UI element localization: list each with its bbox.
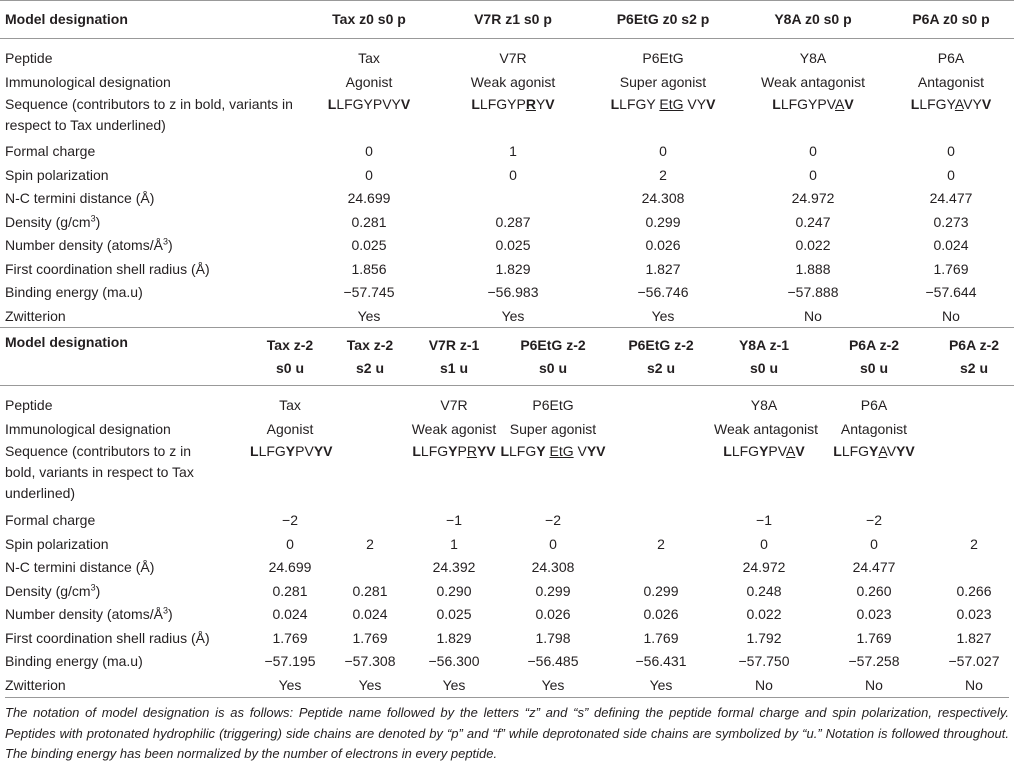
cell — [608, 556, 714, 580]
cell: Agonist — [345, 73, 393, 90]
cell: 1.888 — [795, 260, 831, 277]
cell: −57.750 — [738, 653, 790, 669]
cell: 2 — [657, 535, 665, 552]
density-sup: 3 — [90, 212, 96, 223]
header-col: P6EtG z0 s2 p — [588, 1, 738, 39]
table-row — [0, 394, 1014, 418]
cell: Weak agonist — [411, 420, 497, 437]
cell: −57.308 — [344, 653, 396, 669]
cell: No — [804, 307, 822, 324]
header-col: Tax z0 s0 p — [300, 1, 438, 39]
number-density-sup: 3 — [162, 605, 168, 616]
cell: No — [965, 676, 983, 693]
table-top — [0, 0, 1014, 328]
density-sup: 3 — [90, 581, 96, 592]
cell: −2 — [866, 512, 882, 528]
cell: −56.746 — [637, 284, 689, 300]
cell: Weak antagonist — [714, 420, 819, 437]
table-row — [0, 187, 1014, 211]
cell: 1.827 — [956, 629, 992, 646]
cell: 0.299 — [643, 582, 679, 599]
cell: No — [755, 676, 773, 693]
row-label: Sequence (contributors to z in bold, variants in respect to Tax underlined) — [5, 96, 293, 133]
row-label: First coordination shell radius (Å) — [5, 629, 210, 646]
cell: No — [865, 676, 883, 693]
cell: 0 — [509, 166, 517, 183]
table-row — [0, 509, 1014, 533]
cell: 0.260 — [856, 582, 892, 599]
cell: P6A — [937, 50, 965, 66]
cell: 1.769 — [352, 629, 388, 646]
number-density-label: Number density (atoms/Å — [5, 237, 163, 253]
cell: V7R — [499, 50, 527, 66]
row-label: Binding energy (ma.u) — [5, 653, 143, 669]
table-row — [0, 281, 1014, 305]
header-col: Y8A z-1 s0 u — [714, 328, 814, 386]
cell: 0.287 — [495, 213, 531, 230]
row-label: Immunological designation — [5, 73, 171, 90]
cell: 1 — [509, 143, 517, 159]
header-col: Y8A z0 s0 p — [738, 1, 888, 39]
row-label — [0, 211, 300, 235]
cell: Weak agonist — [470, 73, 556, 90]
cell: 0.299 — [535, 582, 571, 599]
cell: −1 — [756, 512, 772, 528]
row-label: Peptide — [5, 50, 53, 66]
cell: 1.792 — [746, 629, 782, 646]
cell: 0 — [870, 535, 878, 552]
row-label — [0, 603, 250, 627]
cell: −57.258 — [848, 653, 900, 669]
table-row — [0, 211, 1014, 235]
cell: 0.025 — [436, 606, 472, 622]
cell: Tax — [358, 50, 380, 66]
cell: Yes — [358, 676, 382, 693]
cell: −57.027 — [948, 653, 1000, 669]
header-model-designation: Model designation — [0, 1, 300, 39]
cell: 0.281 — [352, 582, 388, 599]
table-row — [0, 627, 1014, 651]
cell: 0 — [659, 143, 667, 159]
cell: 0.026 — [643, 606, 679, 622]
cell: Yes — [442, 676, 466, 693]
table-row — [0, 94, 1014, 140]
cell: Antagonist — [917, 73, 985, 90]
cell: 1.829 — [495, 260, 531, 277]
table-row — [0, 533, 1014, 557]
table-footnote: The notation of model designation is as follows: Peptide name followed by the letters “z” and “s” defining the peptide formal charge and spin polarization, respectively. Peptides with protonated hydrophilic (triggering) side chains are denoted by “p” and “f” while deprotonated side chains are symbolized by “u.” Notation is followed throughout. The binding energy has been normalized by the number of electrons in every peptide. — [5, 697, 1009, 765]
cell: −2 — [282, 512, 298, 528]
table-row — [0, 441, 1014, 509]
cell: P6EtG — [642, 50, 684, 66]
row-label: Sequence (contributors to z in bold, variants in respect to Tax underlined) — [5, 443, 194, 501]
cell: Yes — [651, 307, 675, 324]
sequence-cell: LLFGY EtG VYV — [500, 443, 606, 459]
cell: 0.026 — [645, 237, 681, 253]
cell: 0.273 — [933, 213, 969, 230]
number-density-close: ) — [167, 606, 173, 622]
cell: Yes — [541, 676, 565, 693]
row-label: Immunological designation — [5, 420, 171, 437]
table-header-row — [0, 1, 1014, 39]
cell: 0 — [947, 143, 955, 159]
cell — [934, 418, 1014, 442]
cell — [438, 187, 588, 211]
cell: 0 — [549, 535, 557, 552]
cell: 0.290 — [436, 582, 472, 599]
table-row — [0, 234, 1014, 258]
cell: 24.308 — [641, 190, 685, 206]
row-label: N-C termini distance (Å) — [5, 190, 155, 206]
cell: 0.024 — [352, 606, 388, 622]
header-col: P6A z-2 s0 u — [814, 328, 934, 386]
cell: Agonist — [266, 420, 314, 437]
density-label: Density (g/cm — [5, 213, 91, 230]
row-label: First coordination shell radius (Å) — [5, 260, 210, 277]
row-label — [0, 580, 250, 604]
cell: Super agonist — [509, 420, 597, 437]
sequence-cell: LLFGYPVYV — [250, 443, 333, 459]
cell: −2 — [545, 512, 561, 528]
cell: Super agonist — [619, 73, 707, 90]
cell: 0 — [365, 143, 373, 159]
cell — [330, 394, 410, 418]
cell: 2 — [970, 535, 978, 552]
number-density-label: Number density (atoms/Å — [5, 606, 163, 622]
density-close: ) — [95, 582, 101, 599]
cell: 24.477 — [852, 559, 896, 575]
cell: 2 — [366, 535, 374, 552]
cell — [934, 556, 1014, 580]
cell: 24.308 — [531, 559, 575, 575]
table-row — [0, 258, 1014, 282]
cell: 0.299 — [645, 213, 681, 230]
cell: −57.745 — [343, 284, 395, 300]
cell: 1.769 — [272, 629, 308, 646]
cell: 1.769 — [933, 260, 969, 277]
cell: Y8A — [750, 397, 778, 413]
cell: −56.485 — [527, 653, 579, 669]
row-label: Binding energy (ma.u) — [5, 284, 143, 300]
row-label: Formal charge — [5, 143, 96, 159]
row-label: Zwitterion — [5, 307, 66, 324]
row-label: N-C termini distance (Å) — [5, 559, 155, 575]
header-col: Tax z-2 s2 u — [330, 328, 410, 386]
cell: 1.798 — [535, 629, 571, 646]
cell: 1.769 — [643, 629, 679, 646]
cell: 24.972 — [791, 190, 835, 206]
cell — [330, 556, 410, 580]
cell: −57.888 — [787, 284, 839, 300]
cell: 0.024 — [933, 237, 969, 253]
cell: P6EtG — [532, 397, 574, 413]
cell: No — [942, 307, 960, 324]
cell: −57.195 — [264, 653, 316, 669]
cell: −56.431 — [635, 653, 687, 669]
cell: 0 — [286, 535, 294, 552]
cell: 24.972 — [742, 559, 786, 575]
number-density-close: ) — [167, 237, 173, 253]
table-row — [0, 603, 1014, 627]
row-label: Zwitterion — [5, 676, 66, 693]
cell: 0.024 — [272, 606, 308, 622]
table-bottom — [0, 327, 1014, 697]
cell: −1 — [446, 512, 462, 528]
cell: 0 — [809, 166, 817, 183]
cell — [608, 509, 714, 533]
sequence-cell: LLFGYPVAV — [772, 96, 854, 112]
cell: Yes — [278, 676, 302, 693]
table-row — [0, 47, 1014, 71]
header-col: Tax z-2 s0 u — [250, 328, 330, 386]
cell — [934, 509, 1014, 533]
table-row — [0, 580, 1014, 604]
sequence-cell: LLFGYPRYV — [471, 96, 555, 112]
row-label: Formal charge — [5, 512, 96, 528]
row-label — [0, 234, 300, 258]
cell: Yes — [357, 307, 381, 324]
row-label: Spin polarization — [5, 166, 109, 183]
density-close: ) — [95, 213, 101, 230]
cell: 0.025 — [495, 237, 531, 253]
sequence-cell: LLFGYPVAV — [723, 443, 805, 459]
row-label: Spin polarization — [5, 535, 109, 552]
cell — [608, 394, 714, 418]
cell: 0.281 — [272, 582, 308, 599]
sequence-cell: LLFGYPRYV — [412, 443, 496, 459]
table-row — [0, 140, 1014, 164]
table-row — [0, 418, 1014, 442]
sequence-cell: LLFGYAVYV — [833, 443, 915, 459]
cell: 0 — [365, 166, 373, 183]
cell — [330, 509, 410, 533]
cell: 0.281 — [351, 213, 387, 230]
cell: 0.023 — [856, 606, 892, 622]
cell: 0.025 — [351, 237, 387, 253]
header-col: V7R z-1 s1 u — [410, 328, 498, 386]
table-row — [0, 650, 1014, 674]
cell: 0 — [809, 143, 817, 159]
table-row — [0, 164, 1014, 188]
cell: 0 — [760, 535, 768, 552]
cell: 1.827 — [645, 260, 681, 277]
header-model-designation: Model designation — [0, 328, 250, 386]
cell: 1 — [450, 535, 458, 552]
cell: Weak antagonist — [760, 73, 866, 90]
cell — [608, 418, 714, 442]
header-col: P6EtG z-2 s0 u — [498, 328, 608, 386]
header-col: V7R z1 s0 p — [438, 1, 588, 39]
cell: P6A — [860, 397, 888, 413]
cell: 0.022 — [795, 237, 831, 253]
table-row — [0, 674, 1014, 698]
cell: 24.477 — [929, 190, 973, 206]
table-header-row — [0, 328, 1014, 386]
cell — [330, 418, 410, 442]
cell: 1.829 — [436, 629, 472, 646]
header-col: P6A z-2 s2 u — [934, 328, 1014, 386]
cell: V7R — [440, 397, 468, 413]
cell: Antagonist — [840, 420, 908, 437]
cell: 0.026 — [535, 606, 571, 622]
cell: −57.644 — [925, 284, 977, 300]
cell: 1.856 — [351, 260, 387, 277]
cell: 2 — [659, 166, 667, 183]
cell: 24.699 — [268, 559, 312, 575]
cell — [934, 394, 1014, 418]
sequence-cell: LLFGY EtG VYV — [610, 96, 716, 112]
cell: 0.266 — [956, 582, 992, 599]
cell: Y8A — [799, 50, 827, 66]
header-col: P6A z0 s0 p — [888, 1, 1014, 39]
cell: −56.300 — [428, 653, 480, 669]
cell: 0.022 — [746, 606, 782, 622]
density-label: Density (g/cm — [5, 582, 91, 599]
number-density-sup: 3 — [162, 236, 168, 247]
cell: 24.392 — [432, 559, 476, 575]
row-label: Peptide — [5, 397, 53, 413]
table-row — [0, 305, 1014, 329]
cell: Yes — [649, 676, 673, 693]
cell: 0.248 — [746, 582, 782, 599]
header-col: P6EtG z-2 s2 u — [608, 328, 714, 386]
cell: 0.023 — [956, 606, 992, 622]
table-row — [0, 71, 1014, 95]
cell: Tax — [279, 397, 301, 413]
sequence-cell: LLFGYAVYV — [910, 96, 992, 112]
cell: −56.983 — [487, 284, 539, 300]
sequence-cell: LLFGYPVYV — [327, 96, 411, 112]
table-row — [0, 556, 1014, 580]
cell: 0 — [947, 166, 955, 183]
cell: 1.769 — [856, 629, 892, 646]
cell: Yes — [501, 307, 525, 324]
cell: 24.699 — [347, 190, 391, 206]
cell: 0.247 — [795, 213, 831, 230]
